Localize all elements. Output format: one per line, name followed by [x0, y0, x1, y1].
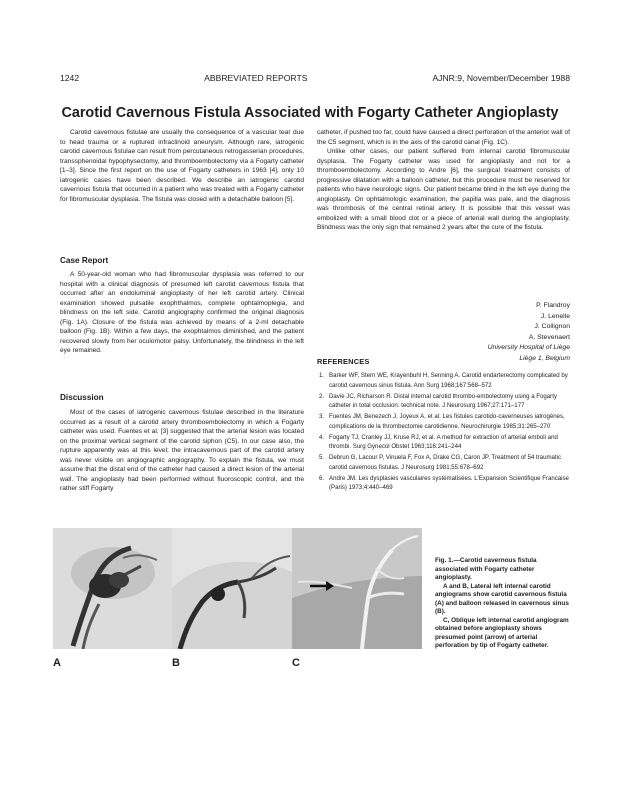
angiogram-image [292, 528, 422, 649]
discussion-body [60, 408, 304, 494]
reference-item: 2. Davie JC, Richarson R. Distal internal carotid thrombo-embolectomy using a Fogarty catheter in total occlusion: technical note. J Neurosurg 1967;27:171–177 [319, 392, 557, 410]
reference-item: 6. Andre JM. Les dysplasies vasculaires systématisées. L'Expansion Scientifique Francaise (Paris) 1973;4:440–469 [319, 474, 569, 492]
right-column-text [317, 128, 570, 233]
author-name: A. Stevenaert [528, 333, 570, 341]
angiogram-panel-b [172, 528, 296, 649]
caption-panels-ab: A and B, Lateral left internal carotid angiograms show carotid cavernous fistula (A) and balloon released in cavernous sinus (B). [435, 582, 569, 616]
case-report-body [60, 270, 304, 356]
angiogram-image [172, 528, 296, 649]
case-report-heading: Case Report [60, 256, 109, 265]
panel-label-c: C [292, 657, 300, 669]
discussion-text: Most of the cases of iatrogenic cavernous fistulae described in the literature occurred as a result of a carotid artery thromboembolectomy in which a Fogarty catheter was used. Fuentes et al. [3] suggested that the arterial lesion was located on the proximal vertical segment of the carotid siphon (C5). In our case also, the rupture apparently was at this level; the intracavernous part of the carotid artery was never visible on angiographic angiography. To explain the fistula, we must assume that the distal end of the catheter had caused a direct lesion of the arterial wall. The angioplasty had been performed without fluoroscopic control, and the rather stiff Fogarty [60, 409, 304, 493]
intro-paragraph [60, 128, 304, 204]
journal-citation: AJNR:9, November/December 1988 [432, 73, 570, 83]
references-list [317, 371, 570, 495]
caption-panel-c: C, Oblique left internal carotid angiogram obtained before angioplasty shows presumed point (arrow) of arterial perforation by tip of Fogarty catheter. [435, 616, 569, 650]
page-number: 1242 [60, 73, 80, 83]
figure-caption [435, 557, 570, 651]
article-title: Carotid Cavernous Fistula Associated with Fogarty Catheter Angioplasty [61, 105, 559, 121]
author-name: J. Collignon [534, 323, 570, 330]
discussion-continued: catheter, if pushed too far, could have caused a direct perforation of the anterior wall of the C5 segment, which is in the axis of the carotid canal (Fig. 1C). [317, 129, 570, 146]
intro-text: Carotid cavernous fistulae are usually the consequence of a vascular tear due to head trauma or a ruptured infraclinoid aneurysm. Although rare, iatrogenic carotid cavernous fistulae can result from percutaneous retrogasserian procedures, transsphenoidal hypophysectomy, and thromboembolectomy via a Fogarty catheter [1–3]. Since the first report on the use of Fogarty catheters in 1963 [4], only 10 iatrogenic cases have been described. We describe an iatrogenic carotid cavernous fistula that occurred in a patient who was treated with a Fogarty catheter for fibromuscular dysplasia. The fistula was closed with a detachable balloon [5]. [60, 129, 304, 203]
caption-title: Fig. 1.—Carotid cavernous fistula associated with Fogarty catheter angioplasty. [435, 557, 537, 582]
running-header [60, 73, 570, 83]
affiliation-line: University Hospital of Liège [487, 344, 570, 351]
reference-item: 3. Fuentes JM, Benezech J, Joyeux A, et al. Les fistules carotido-caverneuses iatrogènes, complications de la thrombectomie carotidienne. Neurochirurgie 1985;31:265–270 [319, 413, 565, 430]
discussion-paragraph-2: Unlike other cases, our patient suffered from internal carotid fibromuscular dysplasia. The Fogarty catheter was used for angioplasty and not for a thromboembolectomy. According to Andre [6], the surgical treatment consists of progressive dilatation with a balloon catheter, but this procedure must be reserved for patients who have neurologic signs. Our patient became blind in the left eye during the angioplasty. On ophtalmologic examination, the papilla was pale, and the diagnosis was thrombosis of the central retinal artery. It is possible that this vessel was embolized with a small blood clot or a piece of arterial wall during the angioplasty. Blindness was the only sign that remained 2 years after the cure of the fistula. [317, 148, 570, 232]
discussion-heading: Discussion [60, 393, 104, 402]
references-heading: REFERENCES [317, 357, 370, 366]
reference-item: 5. Debrun G, Lacour P, Vinuela F, Fox A, Drake CG, Caron JP. Treatment of 54 traumatic carotid cavernous fistulas. J Neurosurg 1981;55:678–692 [319, 454, 562, 471]
angiogram-image [53, 528, 177, 649]
author-block [440, 301, 570, 364]
author-name: J. Lenelle [540, 312, 570, 320]
reference-item: 4. Fogarty TJ, Cranley JJ, Kruse RJ, et al. A method for extraction of arterial emboli and thrombi. Surg Gynecol Obstet 1963;116:241–244 [319, 433, 558, 451]
panel-label-b: B [172, 657, 180, 669]
section-name: ABBREVIATED REPORTS [204, 73, 308, 83]
affiliation-line: Liège 1, Belgium [519, 354, 570, 362]
panel-label-a: A [53, 657, 61, 669]
angiogram-panel-a [53, 528, 177, 649]
case-report-text: A 50-year-old woman who had fibromuscular dysplasia was referred to our hospital with a clinical diagnosis of presumed left carotid cavernous fistula that occurred after an endoluminal angioplasty of her left carotid artery. Clinical examination showed pulsatile exophthalmos, complete ophtalmoplegia, and blindness on the left side. Carotid angiography confirmed the original diagnosis (Fig. 1A). Closure of the fistula was achieved by means of a 2-ml detachable balloon (Fig. 1B). Within a few days, the exophtalmos diminished, and the patient recovered slowly from her oculomotor palsy. Unfortunately, the blindness in the left eye remained. [60, 271, 304, 355]
reference-item: 1. Barker WF, Stern WE, Krayenbuhl H, Senning A. Carotid endarterectomy complicated by carotid cavernous sinus fistula. Ann Surg 1968;167:568–572 [319, 372, 568, 389]
angiogram-panel-c [292, 528, 422, 649]
author-name: P. Flandroy [536, 302, 570, 309]
